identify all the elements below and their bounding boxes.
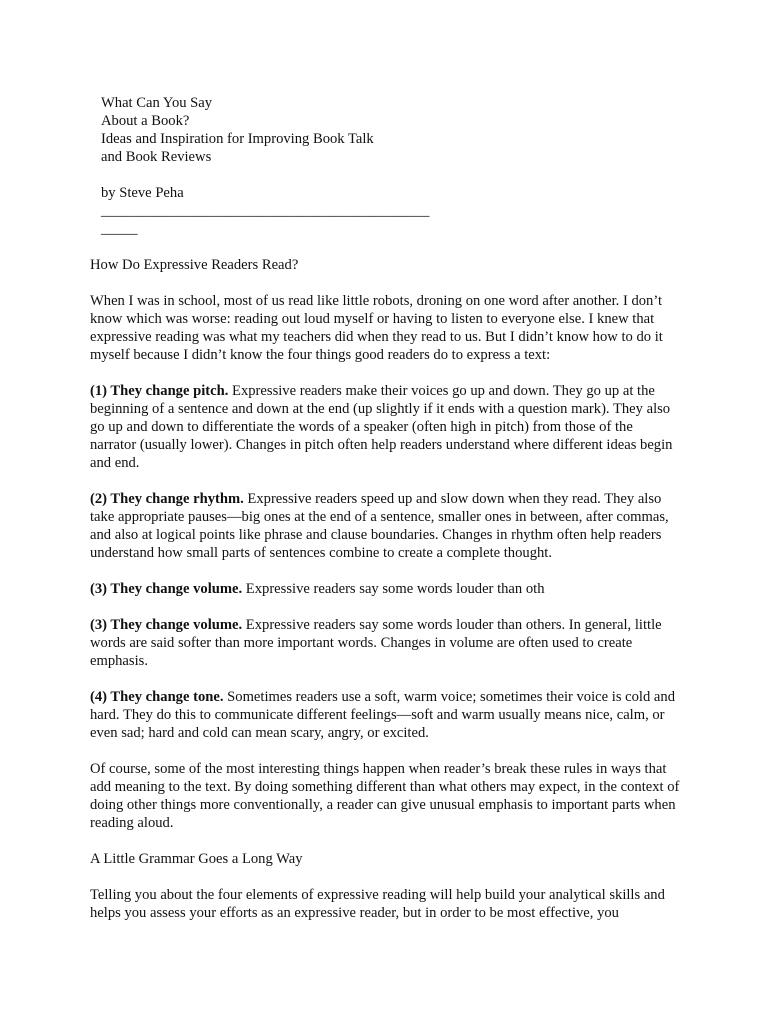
subtitle-line-2: and Book Reviews — [101, 149, 212, 165]
underline-rule-short: _____ — [101, 221, 138, 237]
item-text: Expressive readers say some words louder than others. In general, little words are said softer than more important words. Changes in volume are often used to create emphasis. — [90, 617, 662, 669]
item-text: Sometimes readers use a soft, warm voice; sometimes their voice is cold and hard. They do this to communicate different feelings—soft and warm usually means nice, calm, or even sad; hard and cold can mean scary, angry, or excited. — [90, 689, 675, 741]
section-heading-expressive-readers: How Do Expressive Readers Read? — [90, 257, 299, 273]
underline-rule-long: _____________________________________________ — [101, 203, 430, 219]
closing-paragraph: Of course, some of the most interesting things happen when reader’s break these rules in ways that add meaning to the text. By doing something different than what others may expect, in the context of doing other things more conventionally, a reader can give unusual emphasis to important parts when reading aloud. — [90, 761, 680, 831]
final-paragraph: Telling you about the four elements of expressive reading will help build your analytical skills and helps you assess your efforts as an expressive reader, but in order to be most effective, you — [90, 887, 665, 921]
item-lead: (3) They change volume. — [90, 617, 243, 633]
item-paragraph-pitch — [90, 382, 680, 472]
item-lead: (3) They change volume. — [90, 581, 243, 597]
item-text: Expressive readers say some words louder than oth — [242, 581, 545, 597]
item-lead: (4) They change tone. — [90, 689, 224, 705]
item-text: Expressive readers make their voices go up and down. They go up at the beginning of a sentence and down at the end (up slightly if it ends with a question mark). They also go up and down to differentiate the words of a speaker (often high in pitch) from those of the narrator (usually lower). Changes in pitch often help readers understand where different ideas begin and end. — [90, 383, 673, 471]
item-lead: (1) They change pitch. — [90, 383, 229, 399]
item-paragraph-tone — [90, 688, 680, 742]
author-byline: by Steve Peha — [101, 185, 184, 201]
title-line-1: What Can You Say — [101, 95, 213, 111]
item-paragraph-volume — [90, 616, 680, 670]
item-paragraph-volume-fragment — [90, 580, 680, 598]
title-block — [101, 94, 461, 166]
subtitle-line-1: Ideas and Inspiration for Improving Book Talk — [101, 131, 374, 147]
item-paragraph-rhythm — [90, 490, 680, 562]
item-text: Expressive readers speed up and slow down when they read. They also take appropriate pauses—big ones at the end of a sentence, smaller ones in between, after commas, and also at logical points like phrase and clause boundaries. Changes in rhythm often help readers understand how small parts of sentences combine to create a complete thought. — [90, 491, 669, 561]
title-line-2: About a Book? — [101, 113, 190, 129]
item-lead: (2) They change rhythm. — [90, 491, 244, 507]
intro-paragraph: When I was in school, most of us read like little robots, droning on one word after another. I don’t know which was worse: reading out loud myself or having to listen to everyone else. I knew that expressive reading was what my teachers did when they read to us. But I didn’t know how to do it myself because I didn’t know the four things good readers do to express a text: — [90, 293, 663, 363]
section-heading-grammar: A Little Grammar Goes a Long Way — [90, 851, 303, 867]
body-text — [90, 256, 680, 940]
